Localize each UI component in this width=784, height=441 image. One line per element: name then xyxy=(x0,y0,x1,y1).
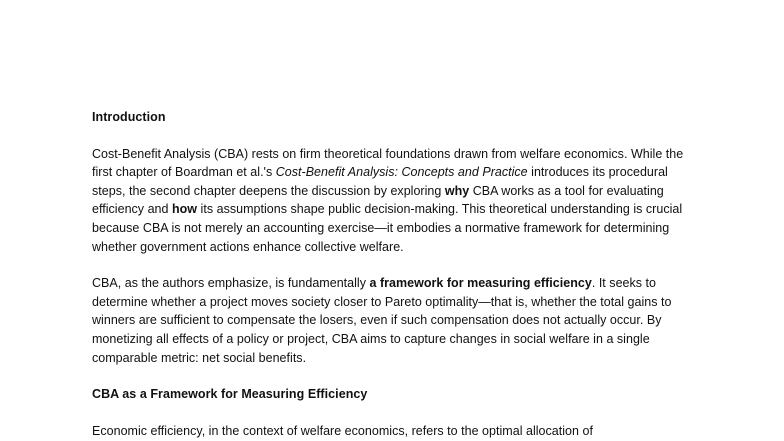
emphasis-how: how xyxy=(171,202,198,217)
emphasis-framework: a framework for measuring efficiency xyxy=(369,276,592,291)
section-heading-introduction: Introduction xyxy=(92,110,166,124)
paragraph-intro xyxy=(92,145,702,257)
text-run: its assumptions shape public decision-making. This theoretical understanding is crucial because CBA is not merely an accounting exercise—it embodies a normative framework for determining whether government actions enhance collective welfare. xyxy=(92,202,683,254)
emphasis-why: why xyxy=(444,183,470,198)
text-run: CBA works as a tool for evaluating efficiency and xyxy=(92,183,664,217)
section-heading-framework: CBA as a Framework for Measuring Efficiency xyxy=(92,387,368,402)
paragraph-efficiency: Economic efficiency, in the context of welfare economics, refers to the optimal allocation of xyxy=(92,423,593,438)
book-title: Cost-Benefit Analysis: Concepts and Practice xyxy=(275,165,528,180)
text-run: introduces its procedural steps, the second chapter deepens the discussion by exploring xyxy=(92,165,668,198)
text-run: Cost-Benefit Analysis (CBA) rests on firm theoretical foundations drawn from welfare economics. While the first chapter of Boardman et al.'s xyxy=(92,146,684,180)
text-run: CBA, as the authors emphasize, is fundamentally xyxy=(92,276,370,291)
document-body xyxy=(92,108,702,441)
text-run: . It seeks to determine whether a project moves society closer to Pareto optimality—that is, whether the total gains to winners are sufficient to compensate the losers, even if such compensation does not actually occur. By monetizing all effects of a policy or project, CBA aims to capture changes in social welfare in a single comparable metric: net social benefits. xyxy=(92,276,672,365)
paragraph-framework xyxy=(92,274,702,367)
